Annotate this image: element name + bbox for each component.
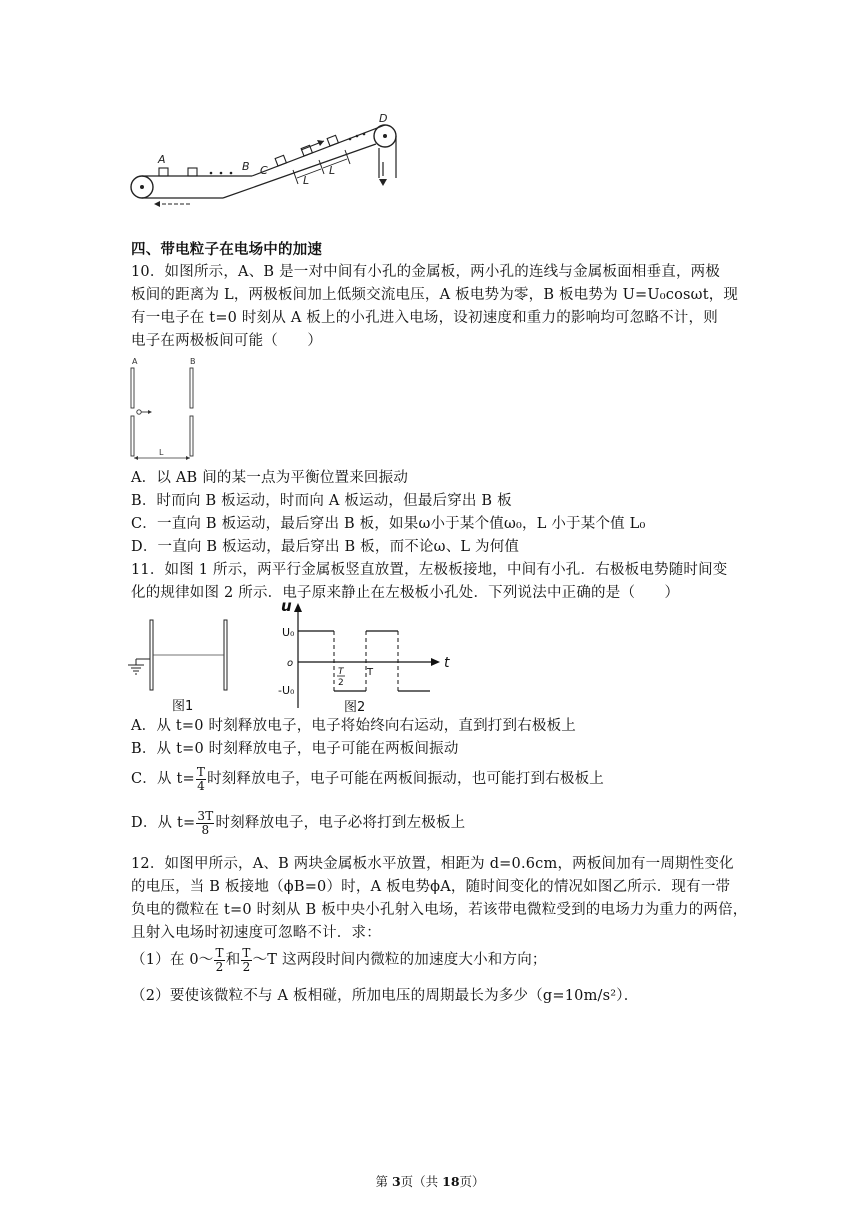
q10-line-4: 电子在两极板间可能（ ） — [131, 333, 323, 349]
footer-prefix: 第 — [375, 1174, 392, 1189]
graph-t-label: t — [444, 655, 450, 671]
q12-sub-question-1 — [131, 945, 547, 975]
page-footer — [0, 1172, 860, 1190]
graph-u-label: u — [281, 598, 292, 615]
graph-half-t-num: T — [338, 667, 344, 677]
q11-option-d — [131, 808, 465, 838]
current-page-number: 3 — [391, 1174, 401, 1189]
q12-sub1-suffix: ～T 这两段时间内微粒的加速度大小和方向； — [252, 952, 547, 968]
graph-u0-label: U₀ — [282, 626, 295, 639]
q10-option-d: D．一直向 B 板运动，最后穿出 B 板，而不论ω、L 为何值 — [131, 539, 520, 555]
plate-a-label: A — [132, 357, 138, 366]
q10-line-3: 有一电子在 t=0 时刻从 A 板上的小孔进入电场，设初速度和重力的影响均可忽略不计，则 — [131, 310, 718, 326]
q11-option-a: A．从 t=0 时刻释放电子，电子将始终向右运动，直到打到右极板上 — [131, 718, 576, 734]
q12-line-1: 12．如图甲所示，A、B 两块金属板水平放置，相距为 d=0.6cm，两板间加有一周期性变化 — [131, 856, 734, 872]
q12-sub1-prefix: （1）在 0～ — [131, 952, 214, 968]
fraction-denominator: 2 — [242, 959, 251, 974]
graph-origin-label: o — [287, 658, 294, 669]
q11-line-2: 化的规律如图 2 所示．电子原来静止在左极板小孔处．下列说法中正确的是（ ） — [131, 585, 680, 601]
fraction-t-over-4 — [196, 766, 206, 793]
graph-half-t-den: 2 — [338, 678, 344, 688]
q12-sub1-mid: 和 — [225, 952, 241, 968]
fraction-denominator: 4 — [197, 778, 205, 793]
graph-neg-u0-label: -U₀ — [278, 684, 295, 697]
q11-option-c-suffix: 时刻释放电子，电子可能在两板间振动，也可能打到右极板上 — [207, 771, 605, 787]
conveyor-belt-figure — [128, 108, 400, 212]
q11-figure-2-voltage-graph — [278, 598, 456, 716]
q10-line-2: 板间的距离为 L，两极板间加上低频交流电压，A 板电势为零，B 板电势为 U=U₀cosωt，现 — [131, 287, 739, 303]
q12-line-3: 负电的微粒在 t=0 时刻从 B 板中央小孔射入电场，若该带电微粒受到的电场力为重力的两倍， — [131, 902, 748, 918]
q10-line-1: 10．如图所示，A、B 是一对中间有小孔的金属板，两小孔的连线与金属板面相垂直，两极 — [131, 264, 721, 280]
q11-line-1: 11．如图 1 所示，两平行金属板竖直放置，左极板接地，中间有小孔．右极板电势随时间变 — [131, 562, 728, 578]
total-pages-number: 18 — [442, 1174, 460, 1189]
figure-label-l2: L — [329, 164, 336, 177]
q11-figure-1 — [128, 618, 238, 718]
figure-label-c: C — [260, 164, 268, 177]
q11-option-c-prefix: C．从 t= — [131, 771, 195, 787]
fig1-caption: 图1 — [172, 699, 194, 714]
q11-option-c — [131, 764, 604, 794]
fig2-caption: 图2 — [344, 700, 366, 715]
plate-b-label: B — [190, 357, 196, 366]
fraction-numerator: T — [196, 764, 206, 779]
q10-option-a: A．以 AB 间的某一点为平衡位置来回振动 — [131, 470, 409, 486]
fraction-numerator: 3T — [197, 808, 214, 823]
q11-option-d-suffix: 时刻释放电子，电子必将打到左极板上 — [215, 815, 466, 831]
fraction-numerator: T — [242, 945, 251, 960]
fraction-denominator: 8 — [201, 822, 210, 837]
q10-option-c: C．一直向 B 板运动，最后穿出 B 板，如果ω小于某个值ω₀，L 小于某个值 L₀ — [131, 516, 646, 532]
fraction-t-over-2 — [214, 947, 224, 974]
figure-label-d: D — [379, 112, 388, 125]
q10-plates-figure — [128, 356, 208, 466]
figure-label-a: A — [158, 153, 166, 166]
q11-option-d-prefix: D．从 t= — [131, 815, 196, 831]
fraction-denominator: 2 — [215, 959, 224, 974]
footer-suffix: 页） — [459, 1174, 485, 1189]
q12-line-4: 且射入电场时初速度可忽略不计．求： — [131, 925, 381, 941]
distance-l-label: L — [159, 448, 164, 457]
q10-option-b: B．时而向 B 板运动，时而向 A 板运动，但最后穿出 B 板 — [131, 493, 512, 509]
fraction-numerator: T — [215, 945, 224, 960]
q12-sub-question-2: （2）要使该微粒不与 A 板相碰，所加电压的周期最长为多少（g=10m/s²）． — [131, 988, 639, 1004]
figure-label-l1: L — [303, 174, 310, 187]
figure-label-b: B — [242, 160, 250, 173]
graph-t-tick: T — [367, 667, 374, 678]
fraction-t-over-2 — [241, 947, 251, 974]
footer-mid: 页（共 — [400, 1174, 443, 1189]
q12-line-2: 的电压，当 B 板接地（ϕB=0）时，A 板电势ϕA，随时间变化的情况如图乙所示．现有一带 — [131, 879, 731, 895]
fraction-3t-over-8 — [196, 810, 214, 837]
q11-option-b: B．从 t=0 时刻释放电子，电子可能在两板间振动 — [131, 741, 459, 757]
section-heading: 四、带电粒子在电场中的加速 — [131, 242, 323, 258]
